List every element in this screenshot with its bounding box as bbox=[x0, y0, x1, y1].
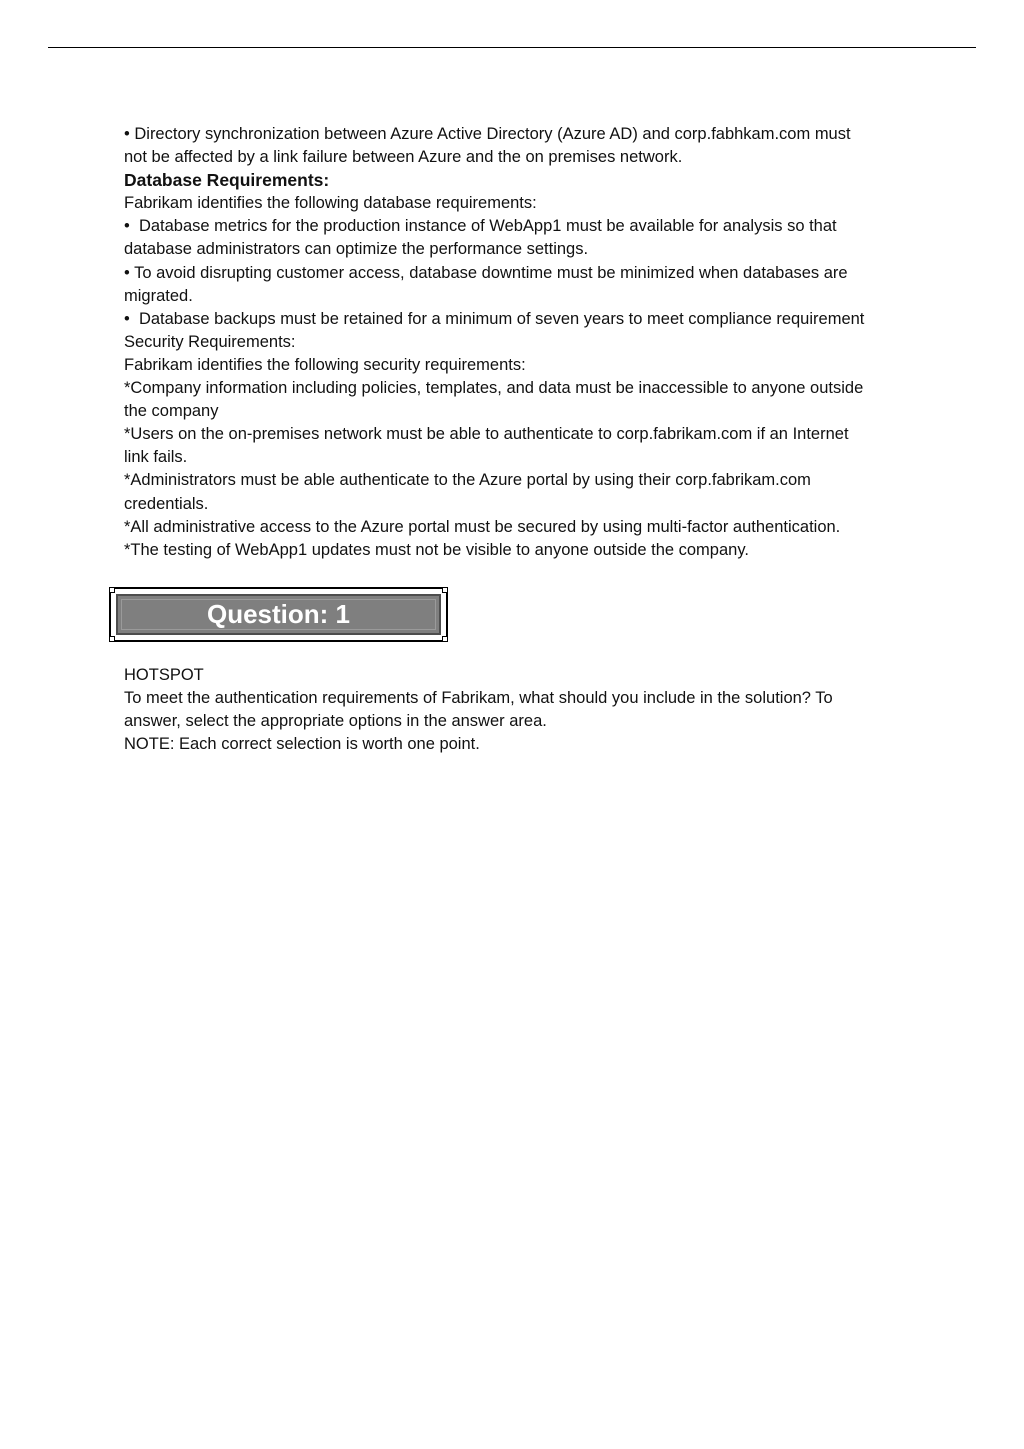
security-requirements-line: the company bbox=[124, 402, 219, 421]
banner-corner bbox=[109, 587, 115, 593]
requirements-line: • Directory synchronization between Azure Active Directory (Azure AD) and corp.fabhkam.com must bbox=[124, 125, 851, 143]
database-requirements-heading: Database Requirements: bbox=[124, 170, 330, 191]
question-type: HOTSPOT bbox=[124, 666, 204, 684]
security-requirements-line: *Company information including policies, templates, and data must be inaccessible to anyone outside bbox=[124, 379, 864, 398]
question-number: Question: 1 bbox=[206, 599, 350, 629]
banner-corner bbox=[109, 636, 115, 642]
question-banner bbox=[109, 587, 448, 642]
security-requirements-line: *The testing of WebApp1 updates must not be visible to anyone outside the company. bbox=[124, 540, 749, 559]
requirements-line: not be affected by a link failure between Azure and the on premises network. bbox=[124, 148, 683, 167]
security-requirements-line: Fabrikam identifies the following security requirements: bbox=[124, 355, 526, 374]
database-requirements-line: • To avoid disrupting customer access, database downtime must be minimized when databases are bbox=[124, 263, 848, 282]
question-note: NOTE: Each correct selection is worth one point. bbox=[124, 735, 480, 754]
question-banner-fill bbox=[116, 594, 441, 635]
security-requirements-line: Security Requirements: bbox=[124, 332, 296, 351]
question-text-line: answer, select the appropriate options in the answer area. bbox=[124, 712, 547, 731]
database-requirements-line: migrated. bbox=[124, 286, 193, 305]
requirements-section bbox=[124, 123, 934, 562]
banner-corner bbox=[442, 636, 448, 642]
header-rule bbox=[48, 47, 976, 48]
database-requirements-line: Fabrikam identifies the following database requirements: bbox=[124, 194, 537, 213]
security-requirements-line: *Users on the on-premises network must be able to authenticate to corp.fabrikam.com if an Internet bbox=[124, 425, 849, 444]
question-text-line: To meet the authentication requirements of Fabrikam, what should you include in the solution? To bbox=[124, 689, 833, 708]
security-requirements-line: link fails. bbox=[124, 448, 188, 467]
security-requirements-line: *All administrative access to the Azure portal must be secured by using multi-factor authentication. bbox=[124, 517, 841, 536]
question-body bbox=[124, 664, 934, 756]
database-requirements-line: • Database backups must be retained for a minimum of seven years to meet compliance requirement bbox=[124, 309, 865, 328]
security-requirements-line: *Administrators must be able authenticate to the Azure portal by using their corp.fabrikam.com bbox=[124, 471, 811, 490]
security-requirements-line: credentials. bbox=[124, 494, 209, 513]
database-requirements-line: database administrators can optimize the performance settings. bbox=[124, 240, 589, 259]
banner-corner bbox=[442, 587, 448, 593]
database-requirements-line: • Database metrics for the production instance of WebApp1 must be available for analysis so that bbox=[124, 217, 837, 236]
